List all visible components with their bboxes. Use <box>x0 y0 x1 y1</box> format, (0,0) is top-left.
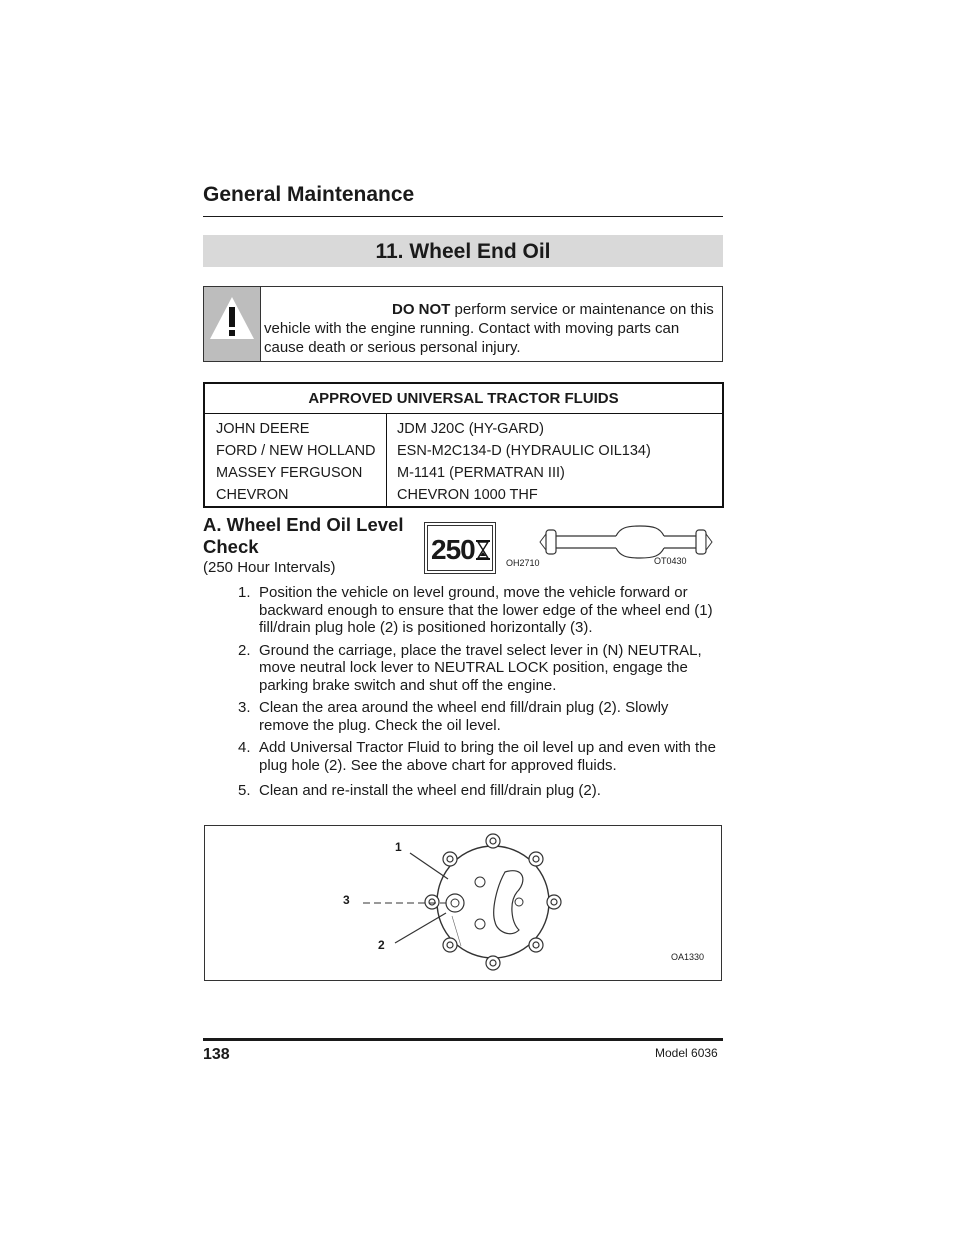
model-label: Model 6036 <box>655 1046 718 1060</box>
step-text: Position the vehicle on level ground, move the vehicle forward or backward enough to ensure that the lower edge of the wheel end (1) fill/drain plug hole (2) is positioned horizontally (3). <box>259 584 713 636</box>
list-item <box>238 642 722 695</box>
service-interval: (250 Hour Intervals) <box>203 559 336 576</box>
step-number: 3. <box>238 699 251 716</box>
fluids-brand-column <box>216 418 376 506</box>
footer-rule <box>203 1038 723 1041</box>
axle-illustration <box>536 522 716 562</box>
hour-badge-number: 250 <box>431 534 475 565</box>
warning-body: perform service or maintenance on this vehicle with the engine running. Contact with moving parts can cause death or serious personal injury. <box>264 301 714 356</box>
hour-badge-inner <box>427 525 493 571</box>
figure-code: OA1330 <box>671 952 705 962</box>
wheel-hub-illustration <box>205 826 721 980</box>
step-number: 4. <box>238 739 251 756</box>
section-title: General Maintenance <box>203 183 415 206</box>
callout-2: 2 <box>378 938 385 952</box>
hour-badge <box>424 522 496 574</box>
fluids-table-header: APPROVED UNIVERSAL TRACTOR FLUIDS <box>205 384 722 414</box>
list-item <box>238 782 722 800</box>
step-number: 5. <box>238 782 251 799</box>
table-cell-fluid: CHEVRON 1000 THF <box>397 487 538 503</box>
table-cell-brand: CHEVRON <box>216 487 289 503</box>
step-text: Ground the carriage, place the travel select lever in (N) NEUTRAL, move neutral lock lever to NEUTRAL LOCK position, engage the parking brake switch and shut off the engine. <box>259 641 702 694</box>
step-number: 1. <box>238 584 251 601</box>
table-cell-brand: JOHN DEERE <box>216 421 310 437</box>
wheel-end-figure <box>204 825 722 981</box>
list-item <box>238 699 722 734</box>
figure-code: OT0430 <box>654 556 687 566</box>
table-cell-fluid: ESN-M2C134-D (HYDRAULIC OIL134) <box>397 443 651 459</box>
figure-code: OH2710 <box>506 558 540 568</box>
fluids-table-divider <box>386 414 387 506</box>
warning-text <box>264 300 714 357</box>
list-item <box>238 739 722 774</box>
callout-3: 3 <box>343 893 350 907</box>
step-text: Clean and re-install the wheel end fill/drain plug (2). <box>259 782 601 799</box>
hourglass-icon <box>476 540 490 560</box>
table-cell-brand: MASSEY FERGUSON <box>216 465 363 481</box>
chapter-title: 11. Wheel End Oil <box>203 235 723 267</box>
warning-box <box>203 286 723 362</box>
table-cell-fluid: JDM J20C (HY-GARD) <box>397 421 544 437</box>
callout-1: 1 <box>395 840 402 854</box>
step-number: 2. <box>238 641 251 659</box>
table-cell-brand: FORD / NEW HOLLAND <box>216 443 376 459</box>
step-text: Add Universal Tractor Fluid to bring the oil level up and even with the plug hole (2). See the above chart for approved fluids. <box>259 739 716 774</box>
warning-icon-cell <box>204 287 261 361</box>
subsection-title: A. Wheel End Oil Level Check <box>203 514 404 557</box>
step-text: Clean the area around the wheel end fill/drain plug (2). Slowly remove the plug. Check the oil level. <box>259 699 669 734</box>
header-rule <box>203 216 723 217</box>
warning-triangle-icon <box>204 287 260 361</box>
procedure-steps <box>238 584 722 800</box>
fluids-table <box>203 382 724 508</box>
list-item <box>238 584 722 637</box>
fluids-fluid-column <box>397 418 651 506</box>
warning-bold: DO NOT <box>392 301 451 318</box>
table-cell-fluid: M-1141 (PERMATRAN III) <box>397 465 565 481</box>
page-number: 138 <box>203 1046 230 1063</box>
